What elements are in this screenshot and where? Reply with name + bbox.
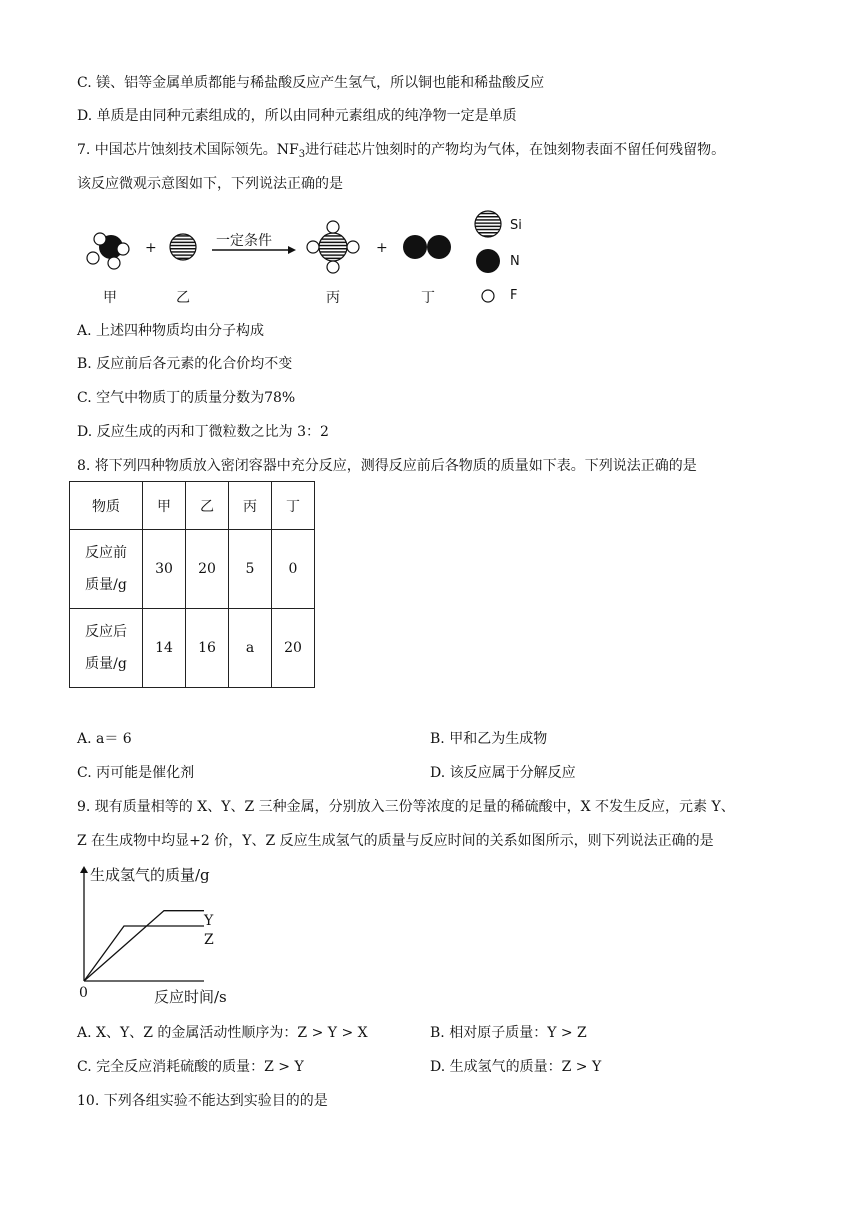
chart-origin: 0	[79, 985, 88, 1001]
label-yi: 乙	[176, 290, 190, 306]
value-cell: 20	[186, 530, 229, 609]
q6-option-d: D. 单质是由同种元素组成的，所以由同种元素组成的纯净物一定是单质	[77, 108, 517, 124]
chart-xlabel: 反应时间/s	[154, 988, 227, 1006]
q7-option-b: B. 反应前后各元素的化合价均不变	[77, 356, 293, 372]
row-label-cell	[70, 609, 143, 688]
plus-sign-1: +	[145, 240, 157, 256]
plus-sign-2: +	[376, 240, 388, 256]
legend-f: F	[510, 288, 518, 303]
legend-symbols	[475, 211, 501, 302]
table-row	[70, 609, 315, 688]
series-line-y	[84, 911, 204, 981]
atom-yi	[170, 234, 196, 260]
q9-option-d: D. 生成氢气的质量：Z > Y	[430, 1059, 602, 1075]
q7-option-a: A. 上述四种物质均由分子构成	[77, 323, 265, 339]
q7-option-c: C. 空气中物质丁的质量分数为78%	[77, 390, 296, 406]
molecule-jia	[87, 233, 129, 269]
header-cell: 甲	[143, 482, 186, 530]
value-cell: 30	[143, 530, 186, 609]
reaction-diagram	[78, 200, 538, 315]
table-header-row	[70, 482, 315, 530]
q7-stem-line2: 该反应微观示意图如下，下列说法正确的是	[77, 176, 343, 192]
series-label-z: Z	[204, 932, 214, 948]
arrow-condition-label: 一定条件	[216, 233, 272, 249]
value-cell: 5	[229, 530, 272, 609]
row-label-line1: 反应后	[85, 624, 127, 640]
row-label-cell	[70, 530, 143, 609]
chart-ylabel: 生成氢气的质量/g	[90, 866, 210, 884]
q7-option-d: D. 反应生成的丙和丁微粒数之比为 3：2	[77, 424, 329, 440]
y-axis-arrow	[80, 866, 88, 873]
value-cell: a	[229, 609, 272, 688]
q9-stem-line2: Z 在生成物中均显+2 价，Y、Z 反应生成氢气的质量与反应时间的关系如图所示，则下列说法正确的是	[77, 833, 714, 849]
header-cell: 丁	[272, 482, 315, 530]
q9-option-b: B. 相对原子质量：Y > Z	[430, 1025, 587, 1041]
legend-si: Si	[510, 218, 522, 233]
q9-option-a: A. X、Y、Z 的金属活动性顺序为：Z > Y > X	[77, 1025, 368, 1041]
table-row	[70, 530, 315, 609]
q8-stem: 8. 将下列四种物质放入密闭容器中充分反应，测得反应前后各物质的质量如下表。下列说法正确的是	[77, 458, 697, 474]
header-cell: 丙	[229, 482, 272, 530]
q9-option-c: C. 完全反应消耗硫酸的质量：Z > Y	[77, 1059, 304, 1075]
q8-option-c: C. 丙可能是催化剂	[77, 765, 195, 781]
value-cell: 20	[272, 609, 315, 688]
header-cell: 物质	[70, 482, 143, 530]
q7-stem-line1	[77, 140, 725, 160]
q7-stem-before: 7. 中国芯片蚀刻技术国际领先。NF	[77, 142, 299, 158]
q8-option-d: D. 该反应属于分解反应	[430, 765, 576, 781]
q7-stem-sub: 3	[298, 149, 306, 160]
value-cell: 0	[272, 530, 315, 609]
molecule-ding	[403, 235, 451, 259]
label-ding: 丁	[421, 290, 435, 306]
value-cell: 14	[143, 609, 186, 688]
hydrogen-chart	[76, 864, 276, 1009]
q9-stem-line1: 9. 现有质量相等的 X、Y、Z 三种金属，分别放入三份等浓度的足量的稀硫酸中，X 不发生反应，元素 Y、	[77, 799, 735, 815]
row-label-line2: 质量/g	[85, 656, 127, 672]
label-jia: 甲	[103, 290, 117, 306]
q6-option-c: C. 镁、铝等金属单质都能与稀盐酸反应产生氢气，所以铜也能和稀盐酸反应	[77, 75, 545, 91]
row-label-line1: 反应前	[85, 545, 127, 561]
value-cell: 16	[186, 609, 229, 688]
q10-stem: 10. 下列各组实验不能达到实验目的的是	[77, 1093, 328, 1109]
molecule-bing	[307, 221, 359, 273]
q8-option-b: B. 甲和乙为生成物	[430, 731, 548, 747]
q8-option-a: A. a＝ 6	[77, 731, 132, 747]
legend-n: N	[510, 254, 520, 269]
series-line-z	[84, 926, 204, 981]
label-bing: 丙	[326, 290, 340, 306]
row-label-line2: 质量/g	[85, 577, 127, 593]
header-cell: 乙	[186, 482, 229, 530]
q7-stem-after: 进行硅芯片蚀刻时的产物均为气体，在蚀刻物表面不留任何残留物。	[305, 142, 726, 158]
mass-table	[69, 481, 315, 688]
series-label-y: Y	[204, 913, 214, 929]
